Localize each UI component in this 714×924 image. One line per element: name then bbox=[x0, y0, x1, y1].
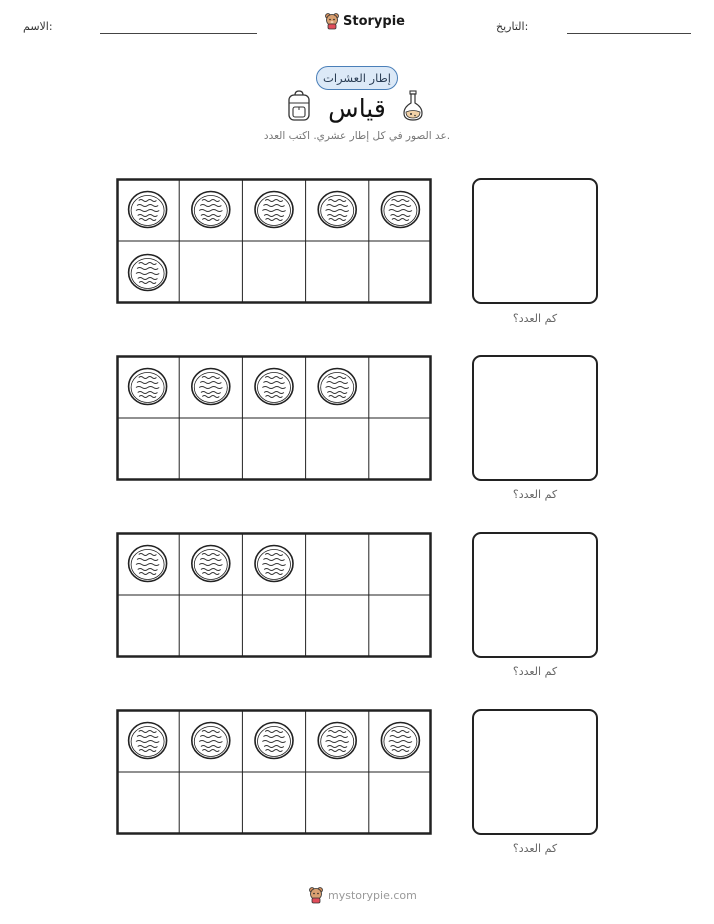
cookie-icon bbox=[192, 192, 230, 228]
cookie-icon bbox=[318, 192, 356, 228]
storypie-logo bbox=[324, 12, 405, 30]
answer-box-3[interactable] bbox=[472, 532, 598, 658]
footer bbox=[308, 886, 417, 904]
cookie-icon bbox=[129, 192, 167, 228]
bear-logo-icon bbox=[308, 886, 324, 904]
question-label-4: كم العدد؟ bbox=[512, 842, 558, 855]
cookie-icon bbox=[192, 546, 230, 582]
cookie-icon bbox=[192, 369, 230, 405]
instructions: عد الصور في كل إطار عشري. اكتب العدد. bbox=[263, 130, 451, 142]
answer-box-2[interactable] bbox=[472, 355, 598, 481]
date-line[interactable] bbox=[567, 33, 691, 34]
answer-box-1[interactable] bbox=[472, 178, 598, 304]
cookie-icon bbox=[129, 723, 167, 759]
bear-logo-icon bbox=[324, 12, 340, 30]
name-label: الاسم: bbox=[23, 20, 53, 33]
ten-frame-grid bbox=[116, 178, 432, 304]
cookie-icon bbox=[318, 723, 356, 759]
cookie-icon bbox=[255, 546, 293, 582]
answer-box-4[interactable] bbox=[472, 709, 598, 835]
footer-url[interactable]: mystorypie.com bbox=[328, 888, 417, 902]
cookie-icon bbox=[129, 255, 167, 291]
ten-frame-2 bbox=[116, 355, 432, 481]
date-label: التاريخ: bbox=[496, 20, 529, 33]
flask-icon bbox=[402, 90, 424, 122]
cookie-icon bbox=[255, 369, 293, 405]
name-line[interactable] bbox=[100, 33, 257, 34]
cookie-icon bbox=[129, 546, 167, 582]
cookie-icon bbox=[381, 192, 419, 228]
cookie-icon bbox=[318, 369, 356, 405]
ten-frame-3 bbox=[116, 532, 432, 658]
ten-frame-4 bbox=[116, 709, 432, 835]
cookie-icon bbox=[381, 723, 419, 759]
page-title: قياس bbox=[328, 94, 386, 123]
brand-name: Storypie bbox=[343, 13, 405, 29]
question-label-3: كم العدد؟ bbox=[512, 665, 558, 678]
cookie-icon bbox=[255, 192, 293, 228]
ten-frame-grid bbox=[116, 355, 432, 481]
cookie-icon bbox=[192, 723, 230, 759]
ten-frame-1 bbox=[116, 178, 432, 304]
ten-frame-grid bbox=[116, 532, 432, 658]
topic-tag: إطار العشرات bbox=[316, 66, 398, 90]
cookie-icon bbox=[255, 723, 293, 759]
question-label-1: كم العدد؟ bbox=[512, 312, 558, 325]
cookie-icon bbox=[129, 369, 167, 405]
ten-frame-grid bbox=[116, 709, 432, 835]
question-label-2: كم العدد؟ bbox=[512, 488, 558, 501]
